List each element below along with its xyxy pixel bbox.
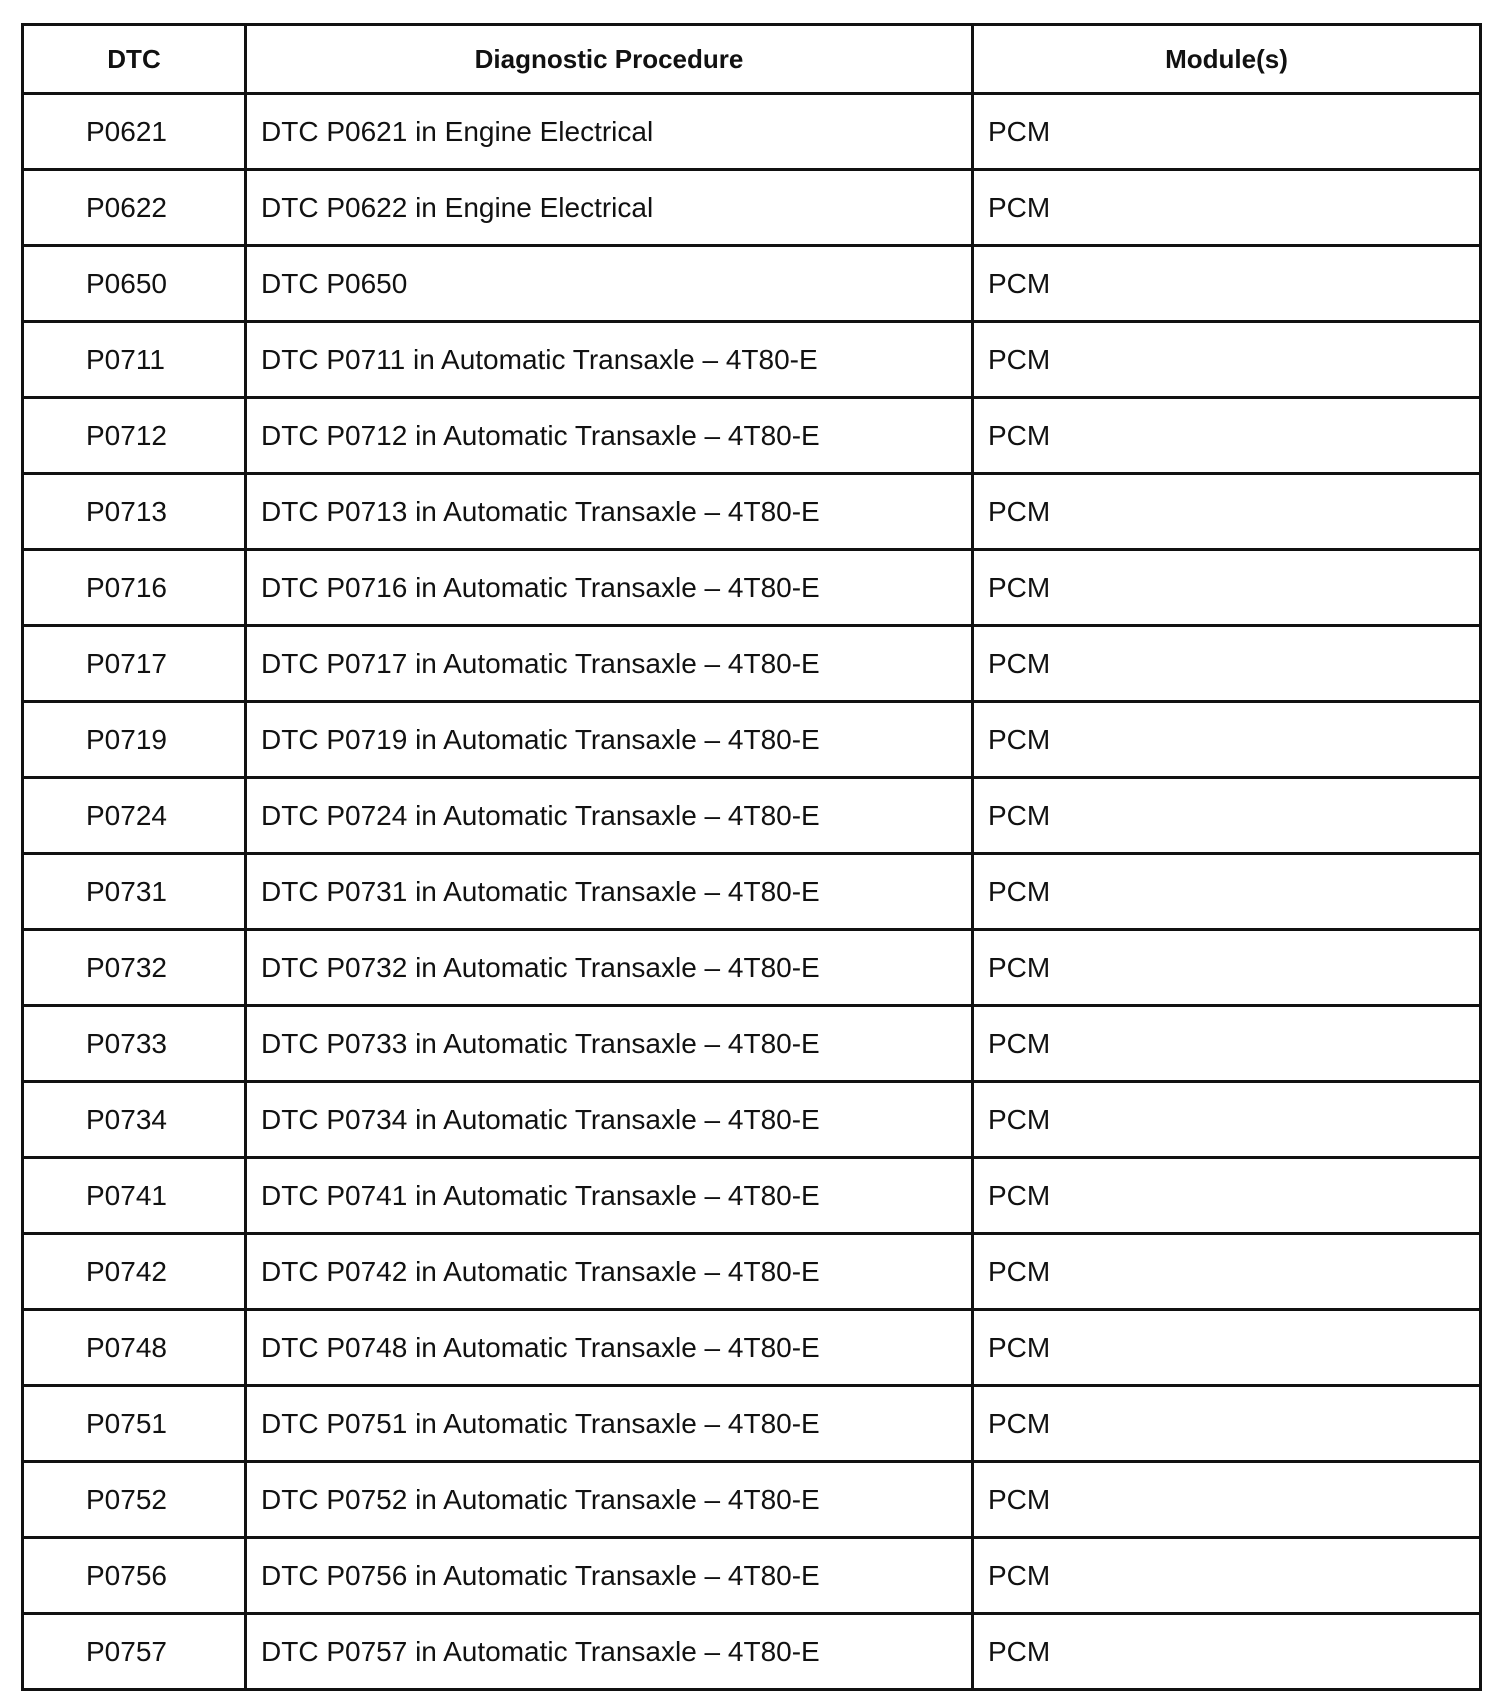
dtc-code-cell: P0757 [23,1614,246,1690]
table-row [23,322,1481,398]
dtc-code-cell: P0741 [23,1158,246,1234]
module-cell: PCM [973,930,1481,1006]
dtc-code-cell: P0650 [23,246,246,322]
diagnostic-procedure-cell: DTC P0732 in Automatic Transaxle – 4T80-E [246,930,973,1006]
table-row [23,930,1481,1006]
table-row [23,1234,1481,1310]
module-cell: PCM [973,246,1481,322]
diagnostic-procedure-cell: DTC P0748 in Automatic Transaxle – 4T80-E [246,1310,973,1386]
module-cell: PCM [973,1006,1481,1082]
table-row [23,854,1481,930]
table-row [23,398,1481,474]
dtc-code-cell: P0734 [23,1082,246,1158]
diagnostic-procedure-cell: DTC P0712 in Automatic Transaxle – 4T80-E [246,398,973,474]
table-row [23,94,1481,170]
table-row [23,626,1481,702]
header-diagnostic-procedure: Diagnostic Procedure [246,25,973,94]
dtc-code-cell: P0711 [23,322,246,398]
module-cell: PCM [973,398,1481,474]
table-row [23,1158,1481,1234]
dtc-code-cell: P0724 [23,778,246,854]
module-cell: PCM [973,1462,1481,1538]
module-cell: PCM [973,702,1481,778]
module-cell: PCM [973,626,1481,702]
table-row [23,1614,1481,1690]
table-row [23,1386,1481,1462]
table-body [23,94,1481,1690]
diagnostic-procedure-cell: DTC P0751 in Automatic Transaxle – 4T80-E [246,1386,973,1462]
module-cell: PCM [973,474,1481,550]
diagnostic-procedure-cell: DTC P0742 in Automatic Transaxle – 4T80-E [246,1234,973,1310]
header-dtc: DTC [23,25,246,94]
dtc-code-cell: P0712 [23,398,246,474]
diagnostic-procedure-cell: DTC P0756 in Automatic Transaxle – 4T80-E [246,1538,973,1614]
diagnostic-procedure-cell: DTC P0621 in Engine Electrical [246,94,973,170]
table-row [23,170,1481,246]
module-cell: PCM [973,322,1481,398]
table-row [23,1082,1481,1158]
dtc-code-cell: P0713 [23,474,246,550]
dtc-code-cell: P0717 [23,626,246,702]
dtc-code-cell: P0748 [23,1310,246,1386]
diagnostic-procedure-cell: DTC P0724 in Automatic Transaxle – 4T80-E [246,778,973,854]
diagnostic-procedure-cell: DTC P0752 in Automatic Transaxle – 4T80-E [246,1462,973,1538]
dtc-code-cell: P0621 [23,94,246,170]
module-cell: PCM [973,1538,1481,1614]
table-row [23,1006,1481,1082]
table-row [23,550,1481,626]
diagnostic-procedure-cell: DTC P0716 in Automatic Transaxle – 4T80-E [246,550,973,626]
dtc-code-cell: P0756 [23,1538,246,1614]
diagnostic-procedure-cell: DTC P0757 in Automatic Transaxle – 4T80-E [246,1614,973,1690]
dtc-code-cell: P0622 [23,170,246,246]
dtc-code-cell: P0742 [23,1234,246,1310]
diagnostic-procedure-cell: DTC P0719 in Automatic Transaxle – 4T80-E [246,702,973,778]
module-cell: PCM [973,550,1481,626]
table-row [23,1462,1481,1538]
module-cell: PCM [973,778,1481,854]
table-row [23,702,1481,778]
module-cell: PCM [973,170,1481,246]
diagnostic-procedure-cell: DTC P0713 in Automatic Transaxle – 4T80-E [246,474,973,550]
dtc-code-cell: P0751 [23,1386,246,1462]
table-row [23,778,1481,854]
dtc-code-cell: P0719 [23,702,246,778]
module-cell: PCM [973,1614,1481,1690]
table-row [23,1538,1481,1614]
diagnostic-procedure-cell: DTC P0733 in Automatic Transaxle – 4T80-E [246,1006,973,1082]
diagnostic-procedure-cell: DTC P0731 in Automatic Transaxle – 4T80-E [246,854,973,930]
module-cell: PCM [973,1082,1481,1158]
dtc-code-cell: P0731 [23,854,246,930]
dtc-code-cell: P0732 [23,930,246,1006]
dtc-code-cell: P0716 [23,550,246,626]
diagnostic-procedure-cell: DTC P0711 in Automatic Transaxle – 4T80-E [246,322,973,398]
diagnostic-procedure-cell: DTC P0717 in Automatic Transaxle – 4T80-E [246,626,973,702]
module-cell: PCM [973,94,1481,170]
dtc-code-cell: P0752 [23,1462,246,1538]
module-cell: PCM [973,1234,1481,1310]
header-modules: Module(s) [973,25,1481,94]
module-cell: PCM [973,854,1481,930]
module-cell: PCM [973,1310,1481,1386]
dtc-code-cell: P0733 [23,1006,246,1082]
diagnostic-procedure-cell: DTC P0734 in Automatic Transaxle – 4T80-E [246,1082,973,1158]
table-row [23,246,1481,322]
dtc-table [21,23,1482,1691]
diagnostic-procedure-cell: DTC P0622 in Engine Electrical [246,170,973,246]
table-row [23,474,1481,550]
table-header [23,25,1481,94]
header-row [23,25,1481,94]
diagnostic-procedure-cell: DTC P0741 in Automatic Transaxle – 4T80-E [246,1158,973,1234]
module-cell: PCM [973,1386,1481,1462]
table-row [23,1310,1481,1386]
diagnostic-procedure-cell: DTC P0650 [246,246,973,322]
module-cell: PCM [973,1158,1481,1234]
